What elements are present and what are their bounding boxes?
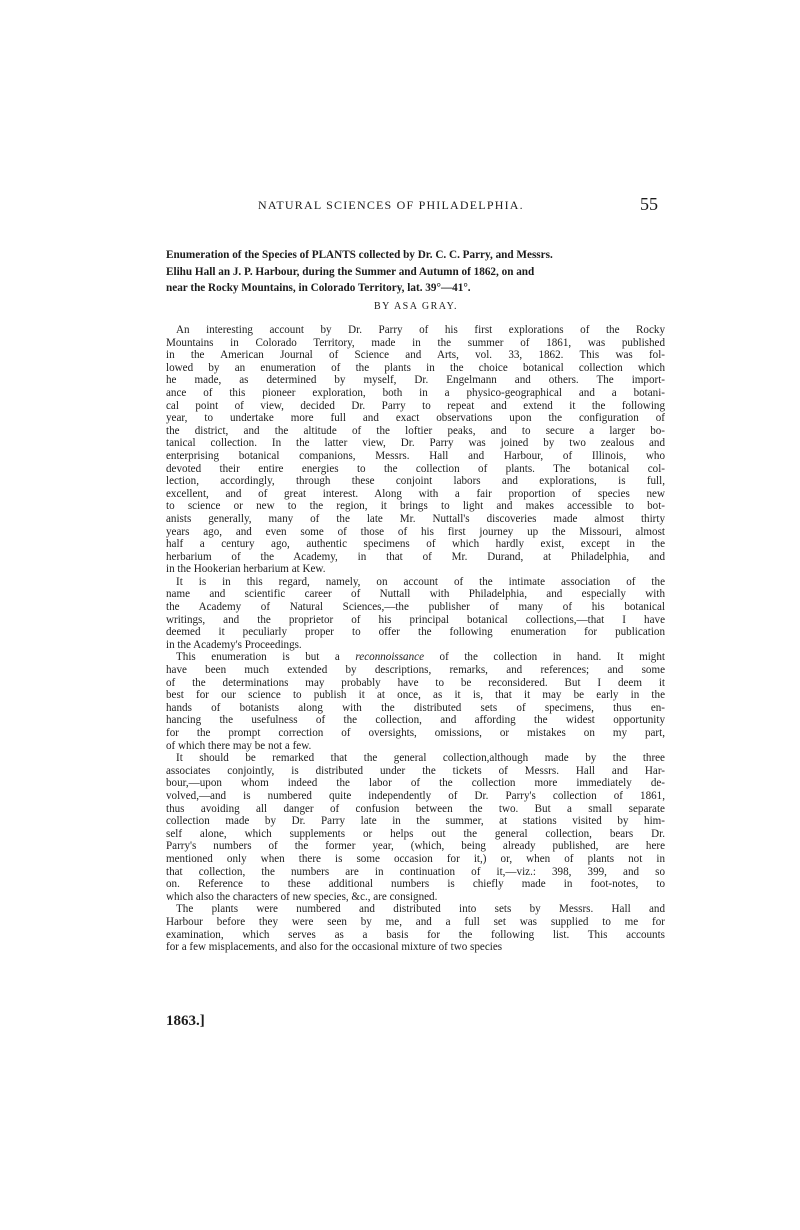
body-line: in the Academy's Proceedings. [166,638,302,651]
body-line: hancing the usefulness of the collection, and affording the widest opportunity [166,714,665,727]
body-line: years ago, and even some of those of his first journey up the Missouri, almost [166,525,665,538]
body-line: thus avoiding all danger of confusion between the two. But a small separate [166,802,665,815]
body-line: he made, as determined by myself, Dr. Engelmann and others. The import- [166,374,665,387]
body-line: writings, and the proprietor of his principal botanical collections,—that I have [166,613,665,626]
body-line: of which there may be not a few. [166,739,312,752]
running-title: NATURAL SCIENCES OF PHILADELPHIA. [258,198,524,212]
body-line: in the Hookerian herbarium at Kew. [166,563,326,576]
body-line: excellent, and of great interest. Along with a fair proportion of species new [166,487,665,500]
body-line: that collection, the numbers are in continuation of it,—viz.: 398, 399, and so [166,865,665,878]
body-line: anists generally, many of the late Mr. Nuttall's discoveries made almost thirty [166,512,665,525]
body-line: devoted their entire energies to the collection of plants. The botanical col- [166,462,665,475]
body-line: Mountains in Colorado Territory, made in the summer of 1861, was published [166,336,665,349]
title-line: Enumeration of the Species of PLANTS collected by Dr. C. C. Parry, and Messrs. [166,249,553,261]
body-line: tanical collection. In the latter view, Dr. Parry was joined by two zealous and [166,437,665,450]
body-line: herbarium of the Academy, in that of Mr. Durand, at Philadelphia, and [166,550,665,563]
body-line: bour,—upon whom indeed the labor of the collection more immediately de- [166,777,665,790]
body-line: which also the characters of new species, &c., are consigned. [166,890,438,903]
body-line: ance of this pioneer exploration, both in a physico-geographical and a botani- [166,386,665,399]
body-line: Harbour before they were seen by me, and a full set was supplied to me for [166,915,665,928]
body-line: best for our science to publish it at once, as it is, that it may be early in the [166,689,665,702]
body-line: name and scientific career of Nuttall with Philadelphia, and especially with [166,588,665,601]
body-line: This enumeration is but a reconnoissance of the collection in hand. It might [176,651,665,664]
body-line: Parry's numbers of the former year, (which, being already published, are here [166,840,665,853]
body-line: the district, and the altitude of the loftier peaks, and to secure a larger bo- [166,424,665,437]
title-line: Elihu Hall an J. P. Harbour, during the Summer and Autumn of 1862, on and [166,265,535,278]
body-line: The plants were numbered and distributed into sets by Messrs. Hall and [176,903,665,916]
body-line: enterprising botanical companions, Messrs. Hall and Harbour, of Illinois, who [166,449,665,462]
article-body [166,324,665,954]
body-line: of the determinations may probably have to be reconsidered. But I deem it [166,676,665,689]
body-line: collection made by Dr. Parry late in the summer, at stations visited by him- [166,815,665,828]
body-line: associates conjointly, is distributed under the tickets of Messrs. Hall and Har- [166,764,665,777]
body-line: It should be remarked that the general collection,although made by the three [176,752,665,765]
running-header [258,194,658,214]
page-footer-year: 1863.] [166,1013,205,1029]
body-line: the Academy of Natural Sciences,—the publisher of many of his botanical [166,601,665,614]
page-number: 55 [640,194,658,214]
body-line: hands of botanists along with the distributed sets of specimens, thus en- [166,701,665,714]
body-line: lowed by an enumeration of the plants in the choice botanical collection which [166,361,665,374]
title-line: near the Rocky Mountains, in Colorado Territory, lat. 39°—41°. [166,282,471,294]
body-line: lection, accordingly, through these conjoint labors and explorations, is full, [166,475,665,488]
article-title [166,247,666,297]
body-line: year, to undertake more full and exact observations upon the configuration of [166,412,665,425]
body-line: cal point of view, decided Dr. Parry to repeat and extend it the following [166,399,665,412]
body-line: in the American Journal of Science and Arts, vol. 33, 1862. This was fol- [166,349,665,362]
body-line: to science or new to the region, it brings to light and makes accessible to bot- [166,500,665,513]
author-byline: BY ASA GRAY. [373,301,459,312]
body-line: self alone, which supplements or helps out the general collection, bears Dr. [166,827,665,840]
body-line: have been much extended by descriptions, remarks, and references; and some [166,664,665,677]
body-line: for the prompt correction of oversights, omissions, or mistakes on my part, [166,727,665,739]
body-line: An interesting account by Dr. Parry of his first explorations of the Rocky [176,324,665,336]
body-line: deemed it peculiarly proper to offer the following enumeration for publication [166,626,665,639]
body-line: for a few misplacements, and also for the occasional mixture of two species [166,941,503,954]
body-line: volved,—and is numbered quite independently of Dr. Parry's collection of 1861, [166,789,665,802]
body-line: on. Reference to these additional numbers is chiefly made in foot-notes, to [166,878,665,891]
body-line: examination, which serves as a basis for the following list. This accounts [166,928,665,941]
body-line: mentioned only when there is some occasion for it,) or, when of plants not in [166,852,665,865]
body-line: It is in this regard, namely, on account of the intimate association of the [176,575,665,588]
body-line: half a century ago, authentic specimens of which hardly exist, except in the [166,538,665,551]
